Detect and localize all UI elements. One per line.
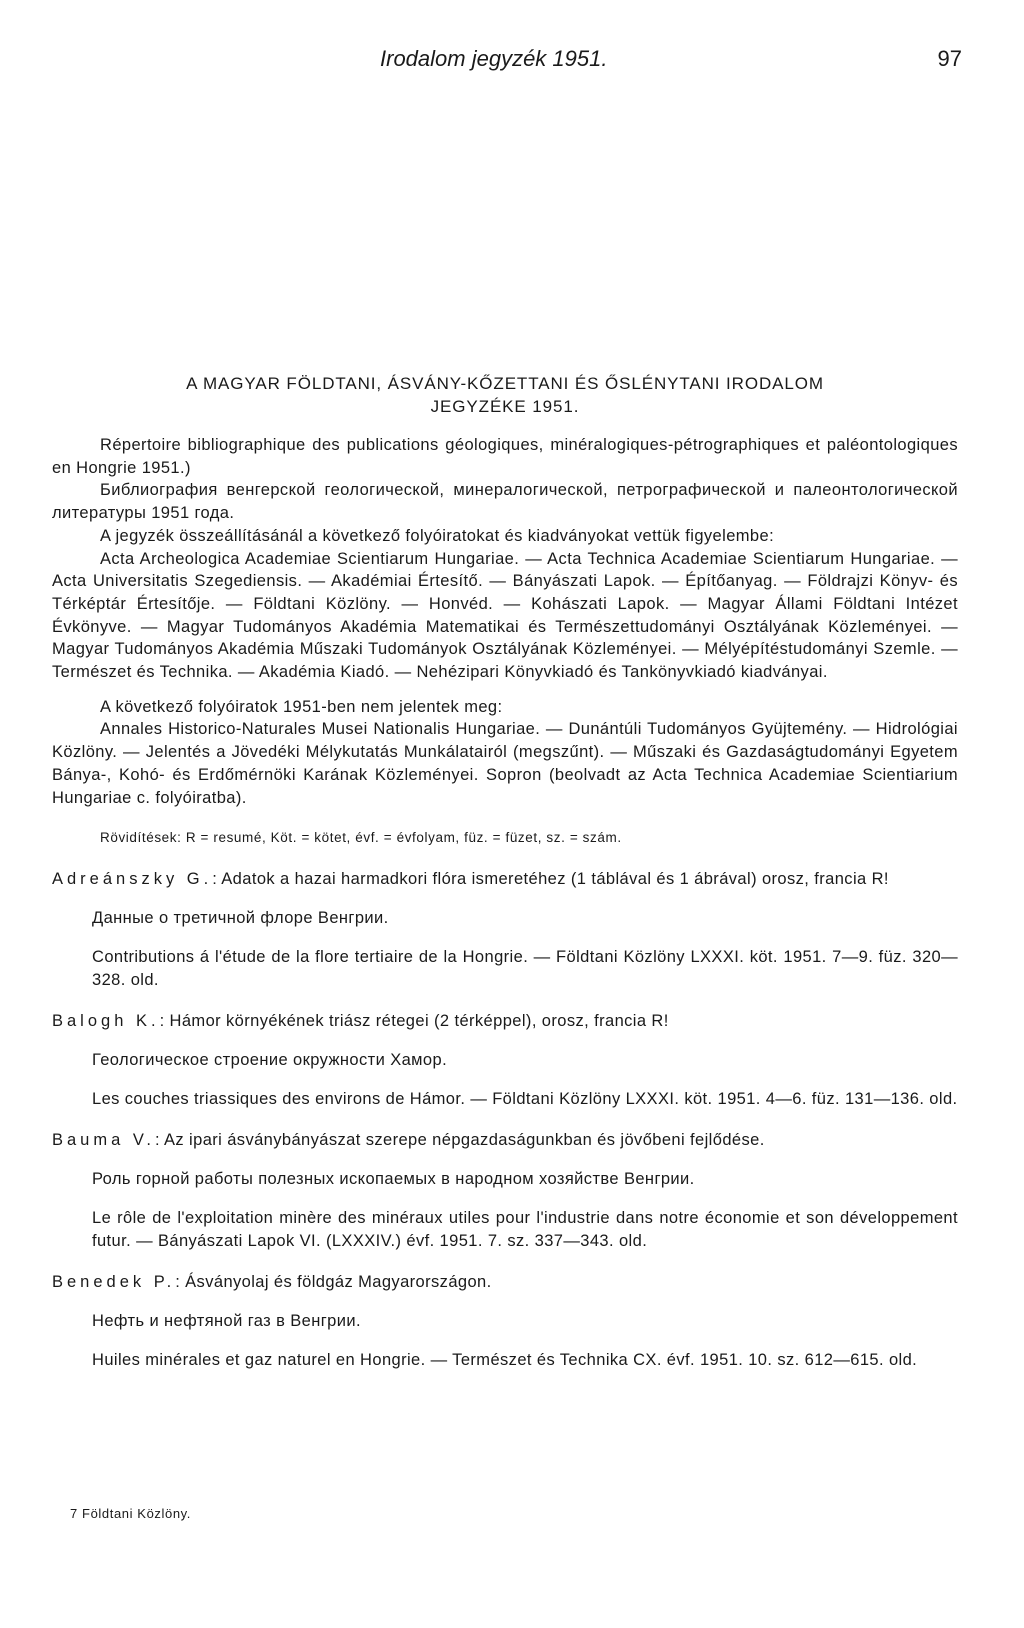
entry-russian-title: Данные о третичной флоре Венгрии. [92, 909, 389, 928]
journal-list: Acta Archeologica Academiae Scientiarum Hungariae. — Acta Technica Academiae Scientiarum Hungariae. — Acta Universitatis Szegediensis. — Akadémiai Értesítő. — Bányászati Lapok. — Építőanyag. — Földrajzi Könyv- és Térképtár Értesítője. — Földtani Közlöny. — Honvéd. — Kohászati Lapok. — Magyar Állami Földtani Intézet Évkönyve. — Magyar Tudományos Akadémia Matematikai és Természettudományi Osztályának Közleményei. — Magyar Tudományos Akadémia Műszaki Tudományok Osztályának Közleményei. — Mélyépítéstudományi Szemle. — Természet és Technika. — Akadémia Kiadó. — Nehézipari Könyvkiadó és Tankönyvkiadó kiadványai. [52, 549, 958, 682]
intro-french: Répertoire bibliographique des publications géologiques, minéralogiques-pétrographiques et paléontologiques en Hongrie 1951.) [52, 436, 958, 477]
running-title: Irodalom jegyzék 1951. [380, 46, 608, 71]
intro-considered: A jegyzék összeállításánál a következő folyóiratokat és kiadványokat vettük figyelembe: [100, 526, 775, 545]
entry-russian-title: Нефть и нефтяной газ в Венгрии. [92, 1311, 361, 1330]
title-line-1: A MAGYAR FÖLDTANI, ÁSVÁNY-KŐZETTANI ÉS ŐSLÉNYTANI IRODALOM [186, 374, 824, 393]
entry-author: Bauma V. [52, 1130, 155, 1149]
entry-french-title: Les couches triassiques des environs de Hámor. — Földtani Közlöny LXXXI. köt. 1951. 4—6. füz. 131—136. old. [92, 1090, 958, 1109]
entry-title: : Az ipari ásványbányászat szerepe népgazdaságunkban és jövőbeni fejlődése. [154, 1130, 765, 1149]
missing-journal-list: Annales Historico-Naturales Musei Nationalis Hungariae. — Dunántúli Tudományos Gyüjtemény. — Hidrológiai Közlöny. — Jelentés a Jövedéki Mélykutatás Munkálatairól (megszűnt). — Műszaki és Gazdaságtudományi Egyetem Bánya-, Kohó- és Erdőmérnöki Karának Közleményei. Sopron (beolvadt az Acta Technica Academiae Scientiarium Hungariae c. folyóiratba). [52, 720, 958, 807]
entry-author: Adreánszky G. [52, 869, 213, 888]
intro-russian: Библиография венгерской геологической, минералогической, петрографической и палеонтологической литературы 1951 года. [52, 481, 958, 523]
document-body [52, 372, 958, 1388]
running-header [50, 46, 962, 76]
page-number: 97 [937, 46, 962, 71]
entry-title: : Hámor környékének triász rétegei (2 térképpel), orosz, francia R! [159, 1011, 669, 1030]
entry-title: : Ásványolaj és földgáz Magyarországon. [175, 1272, 492, 1291]
entry-french-title: Contributions á l'étude de la flore tertiaire de la Hongrie. — Földtani Közlöny LXXXI. köt. 1951. 7—9. füz. 320—328. old. [92, 948, 958, 990]
bibliography-entry [52, 1129, 958, 1253]
footnote: 7 Földtani Közlöny. [70, 1506, 191, 1521]
title-line-2: JEGYZÉKE 1951. [430, 397, 580, 416]
bibliography-entry [52, 1271, 958, 1372]
not-published-heading: A következő folyóiratok 1951-ben nem jelentek meg: [100, 697, 503, 716]
bibliography-entry [52, 868, 958, 992]
entry-french-title: Huiles minérales et gaz naturel en Hongrie. — Természet és Technika CX. évf. 1951. 10. sz. 612—615. old. [92, 1351, 918, 1370]
abbreviations: Rövidítések: R = resumé, Köt. = kötet, évf. = évfolyam, füz. = füzet, sz. = szám. [100, 830, 622, 846]
entry-french-title: Le rôle de l'exploitation minère des minéraux utiles pour l'industrie dans notre économie et son développement futur. — Bányászati Lapok VI. (LXXXIV.) évf. 1951. 7. sz. 337—343. old. [92, 1209, 958, 1250]
page-title [52, 372, 958, 418]
bibliography-entry [52, 1010, 958, 1111]
entry-russian-title: Геологическое строение окружности Хамор. [92, 1050, 448, 1069]
entry-russian-title: Роль горной работы полезных ископаемых в народном хозяйстве Венгрии. [92, 1170, 695, 1189]
entry-author: Balogh K. [52, 1011, 160, 1030]
entry-title: : Adatok a hazai harmadkori flóra ismeretéhez (1 táblával és 1 ábrával) orosz, francia R! [212, 869, 889, 888]
entry-list [52, 868, 958, 1372]
entry-author: Benedek P. [52, 1272, 176, 1291]
